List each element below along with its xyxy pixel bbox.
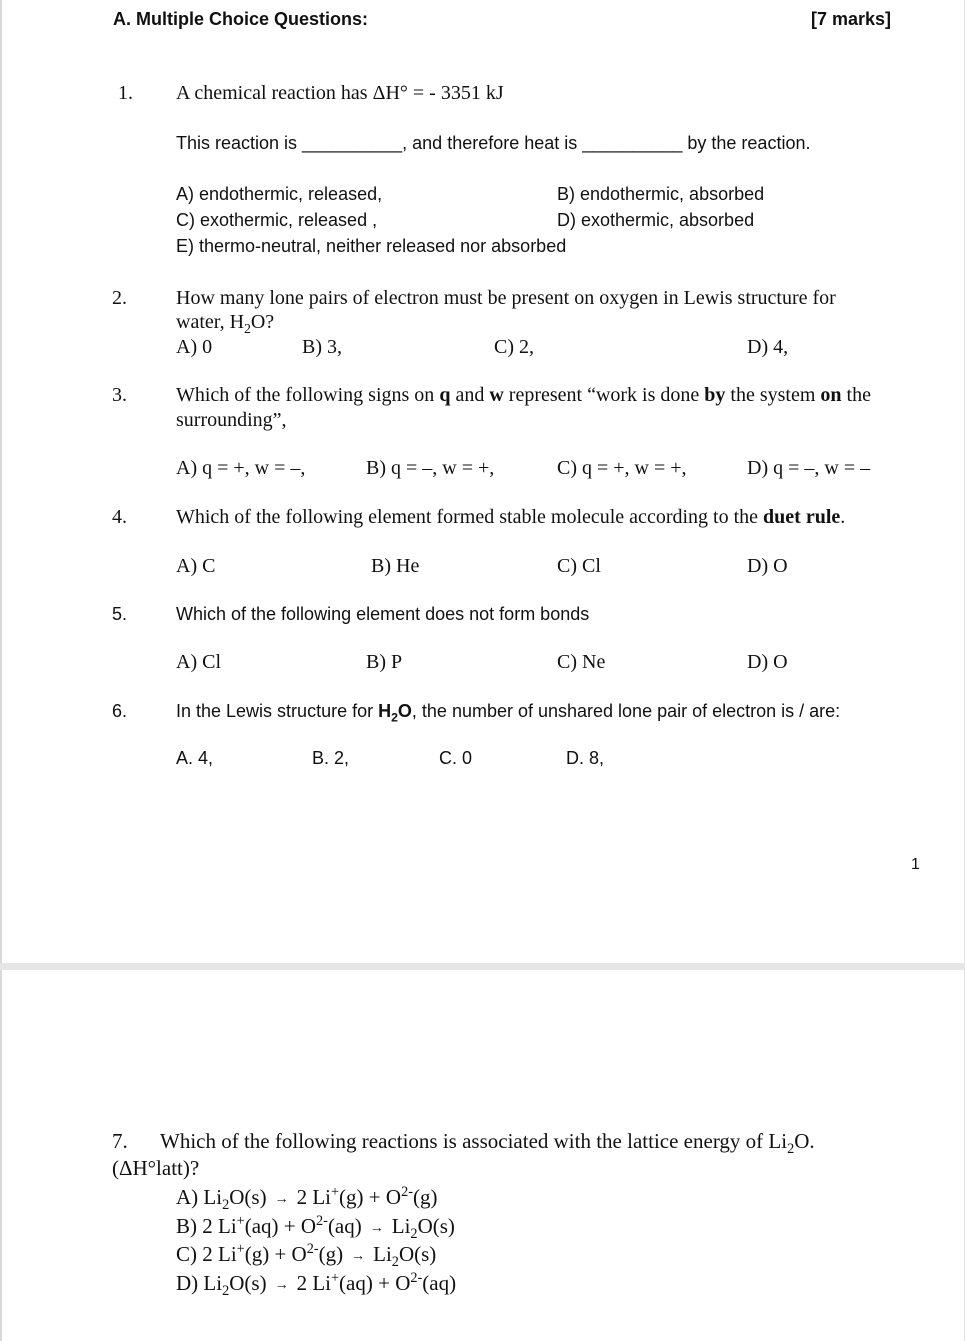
q3-stem-line1: Which of the following signs on q and w represent “work is done by the system on the — [176, 384, 871, 406]
q5-option-c: C) Ne — [557, 651, 606, 673]
q4-option-a: A) C — [176, 555, 216, 577]
q3-option-b: B) q = –, w = +, — [366, 457, 495, 479]
q2-number: 2. — [112, 287, 127, 309]
q5-option-a: A) Cl — [176, 651, 221, 673]
q1-blank-2: __________ — [582, 133, 683, 153]
q7-option-b: B) 2 $Li^+(aq) + O^{2-}(aq) \to Li_2O(s)$ — [176, 1213, 455, 1243]
q2-stem-line2: water, $H_2O$? — [176, 311, 275, 336]
section-title: A. Multiple Choice Questions: — [113, 9, 369, 29]
q1-option-b: B) endothermic, absorbed — [557, 184, 765, 204]
q2-option-a: A) 0 — [176, 336, 213, 358]
q6-stem: In the Lewis structure for $H_2O$, the number of unshared lone pair of electron is / are: — [176, 701, 841, 725]
q3-option-c: C) q = +, w = +, — [557, 457, 687, 479]
q1-blank-1: __________ — [302, 133, 403, 153]
marks-label: [7 marks] — [811, 9, 892, 29]
q2-stem-line1: How many lone pairs of electron must be present on oxygen in Lewis structure for — [176, 287, 836, 309]
q2-option-d: D) 4, — [747, 336, 789, 358]
q5-option-d: D) O — [747, 651, 788, 673]
q1-stem: A chemical reaction has ΔH° = - 3351 kJ — [176, 82, 504, 104]
q1-option-c: C) exothermic, released , — [176, 210, 378, 230]
q3-option-a: A) q = +, w = –, — [176, 457, 306, 479]
q5-number: 5. — [112, 604, 128, 624]
q7-stem-line1: Which of the following reactions is associated with the lattice energy of $Li_2O$. — [160, 1129, 815, 1158]
q4-option-d: D) O — [747, 555, 788, 577]
page-left-edge — [0, 0, 2, 1341]
arrow-icon: → — [351, 1249, 366, 1264]
q6-option-a: A. 4, — [176, 748, 214, 768]
q3-option-d: D) q = –, w = – — [747, 457, 871, 479]
page-divider — [0, 963, 965, 970]
page-number: 1 — [911, 856, 920, 873]
q4-option-b: B) He — [371, 555, 420, 577]
q7-option-a: A) $Li_2O(s) \to 2$ $Li^+(g) + O^{2-}(g)$ — [176, 1184, 438, 1214]
q7-stem-line2: (ΔH°latt)? — [112, 1156, 200, 1180]
q1-sentence: This reaction is __________, and therefore heat is __________ by the reaction. — [176, 133, 811, 153]
q3-number: 3. — [112, 384, 127, 406]
q7-option-d: D) $Li_2O(s) \to 2$ $Li^+(aq) + O^{2-}(aq)$ — [176, 1270, 457, 1300]
q2-option-c: C) 2, — [494, 336, 534, 358]
q1-option-a: A) endothermic, released, — [176, 184, 383, 204]
q3-stem-line2: surrounding”, — [176, 409, 287, 431]
q7-option-c: C) 2 $Li^+(g) + O^{2-}(g) \to Li_2O(s)$ — [176, 1241, 437, 1271]
arrow-icon: → — [369, 1221, 384, 1236]
q5-stem: Which of the following element does not form bonds — [176, 604, 590, 624]
q5-option-b: B) P — [366, 651, 403, 673]
q1-option-d: D) exothermic, absorbed — [557, 210, 755, 230]
q6-number: 6. — [112, 701, 128, 721]
q4-number: 4. — [112, 506, 127, 528]
q7-number: 7. — [112, 1129, 128, 1153]
q4-option-c: C) Cl — [557, 555, 601, 577]
q6-option-b: B. 2, — [312, 748, 350, 768]
q1-option-e: E) thermo-neutral, neither released nor absorbed — [176, 236, 567, 256]
q4-stem: Which of the following element formed stable molecule according to the duet rule. — [176, 506, 846, 528]
q2-option-b: B) 3, — [302, 336, 342, 358]
q6-option-d: D. 8, — [566, 748, 605, 768]
arrow-icon: → — [274, 1278, 289, 1293]
q1-number: 1. — [118, 82, 133, 104]
arrow-icon: → — [274, 1192, 289, 1207]
q6-option-c: C. 0 — [439, 748, 473, 768]
